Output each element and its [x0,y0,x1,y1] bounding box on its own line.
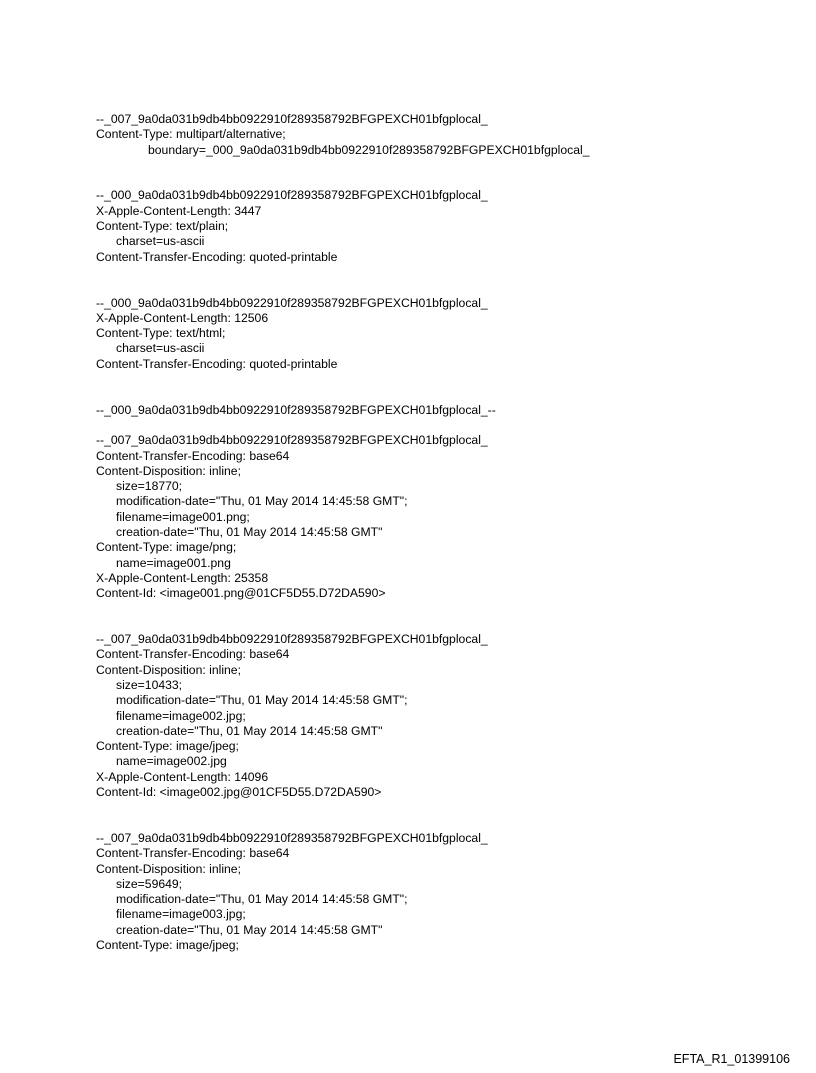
filename-param-line: filename=image003.jpg; [116,907,246,922]
boundary-param-line: boundary=_000_9a0da031b9db4bb0922910f289358792BFGPEXCH01bfgplocal_ [148,142,590,157]
spacer [96,158,796,189]
name-param-line: name=image002.jpg [116,754,227,769]
size-param-line: size=10433; [116,677,183,692]
spacer [96,418,796,433]
mime-boundary-line: --_007_9a0da031b9db4bb0922910f289358792BFGPEXCH01bfgplocal_ [96,632,488,647]
multipart-mixed-header [96,112,796,158]
mime-boundary-line: --_000_9a0da031b9db4bb0922910f289358792BFGPEXCH01bfgplocal_ [96,295,488,310]
charset-param-line: charset=us-ascii [116,234,205,249]
size-param-line: size=18770; [116,479,183,494]
content-disposition-line: Content-Disposition: inline; [96,861,241,876]
content-id-line: Content-Id: <image001.png@01CF5D55.D72DA590> [96,586,386,601]
text-plain-part [96,188,796,264]
attachment-part-image001 [96,433,796,601]
mime-document [96,112,796,953]
text-html-part [96,296,796,372]
transfer-encoding-line: Content-Transfer-Encoding: base64 [96,647,290,662]
content-type-line: Content-Type: text/plain; [96,219,229,234]
modification-date-param-line: modification-date="Thu, 01 May 2014 14:45:58 GMT"; [116,892,408,907]
mime-boundary-line: --_007_9a0da031b9db4bb0922910f289358792BFGPEXCH01bfgplocal_ [96,112,488,126]
spacer [96,372,796,403]
filename-param-line: filename=image001.png; [116,509,250,524]
transfer-encoding-line: Content-Transfer-Encoding: quoted-printable [96,356,338,371]
spacer [96,602,796,633]
spacer [96,265,796,296]
filename-param-line: filename=image002.jpg; [116,708,246,723]
creation-date-param-line: creation-date="Thu, 01 May 2014 14:45:58 GMT" [116,922,383,937]
apple-content-length-line: X-Apple-Content-Length: 25358 [96,570,269,585]
mime-boundary-line: --_000_9a0da031b9db4bb0922910f289358792BFGPEXCH01bfgplocal_ [96,188,488,203]
transfer-encoding-line: Content-Transfer-Encoding: base64 [96,846,290,861]
modification-date-param-line: modification-date="Thu, 01 May 2014 14:45:58 GMT"; [116,693,408,708]
name-param-line: name=image001.png [116,555,231,570]
content-type-line: Content-Type: multipart/alternative; [96,127,286,142]
apple-content-length-line: X-Apple-Content-Length: 3447 [96,203,262,218]
apple-content-length-line: X-Apple-Content-Length: 12506 [96,310,269,325]
content-type-line: Content-Type: text/html; [96,326,226,341]
content-type-line: Content-Type: image/png; [96,540,237,555]
spacer [96,800,796,831]
transfer-encoding-line: Content-Transfer-Encoding: quoted-printable [96,249,338,264]
size-param-line: size=59649; [116,876,183,891]
content-disposition-line: Content-Disposition: inline; [96,463,241,478]
apple-content-length-line: X-Apple-Content-Length: 14096 [96,769,269,784]
mime-boundary-line: --_007_9a0da031b9db4bb0922910f289358792BFGPEXCH01bfgplocal_ [96,830,488,845]
closing-boundary-line: --_000_9a0da031b9db4bb0922910f289358792BFGPEXCH01bfgplocal_-- [96,402,496,417]
bates-number: EFTA_R1_01399106 [673,1052,790,1066]
mime-boundary-line: --_007_9a0da031b9db4bb0922910f289358792BFGPEXCH01bfgplocal_ [96,433,488,448]
creation-date-param-line: creation-date="Thu, 01 May 2014 14:45:58 GMT" [116,525,383,540]
transfer-encoding-line: Content-Transfer-Encoding: base64 [96,448,290,463]
charset-param-line: charset=us-ascii [116,341,205,356]
content-type-line: Content-Type: image/jpeg; [96,739,239,754]
modification-date-param-line: modification-date="Thu, 01 May 2014 14:45:58 GMT"; [116,494,408,509]
creation-date-param-line: creation-date="Thu, 01 May 2014 14:45:58 GMT" [116,723,383,738]
content-type-line: Content-Type: image/jpeg; [96,938,239,953]
content-id-line: Content-Id: <image002.jpg@01CF5D55.D72DA590> [96,785,382,800]
attachment-part-image003 [96,831,796,953]
attachment-part-image002 [96,632,796,800]
content-disposition-line: Content-Disposition: inline; [96,662,241,677]
